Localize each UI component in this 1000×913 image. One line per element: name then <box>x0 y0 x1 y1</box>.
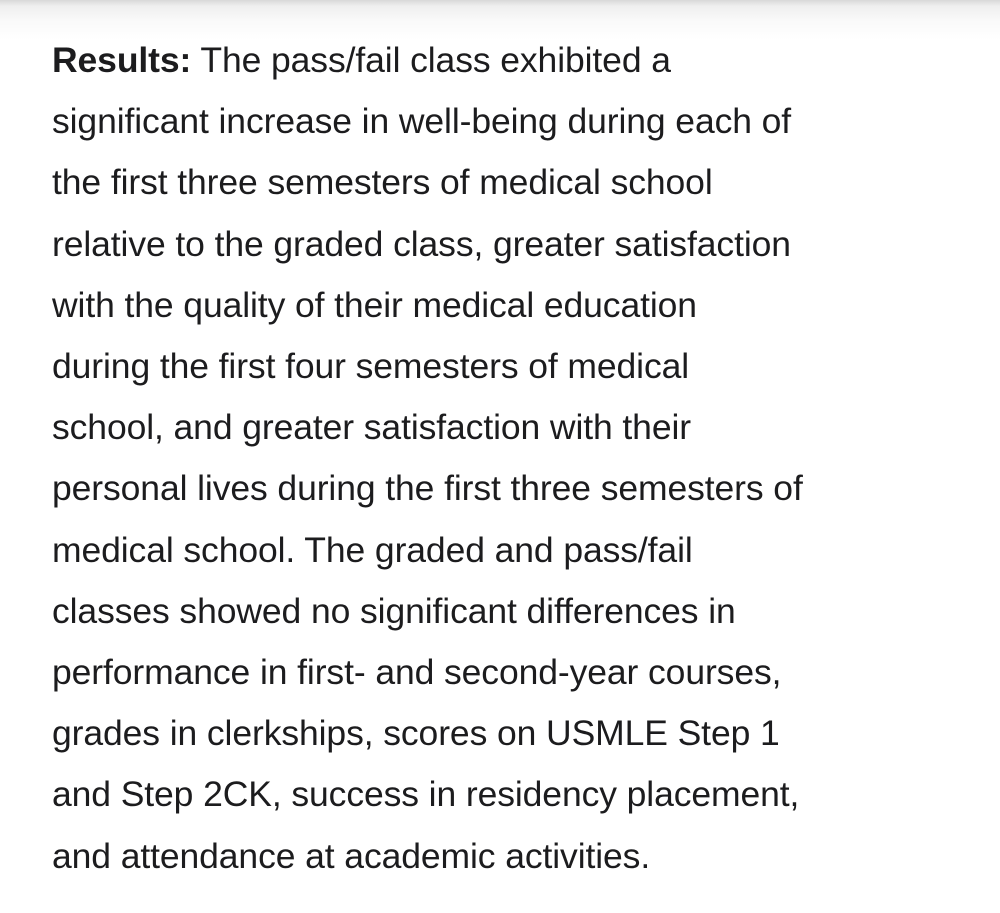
text-line: and attendance at academic activities. <box>52 835 651 876</box>
results-label: Results: <box>52 40 192 80</box>
text-line: performance in first- and second-year courses, <box>52 652 782 693</box>
text-line: during the first four semesters of medical <box>52 346 690 387</box>
results-paragraph <box>52 30 803 887</box>
text-line: medical school. The graded and pass/fail <box>52 529 693 570</box>
text-line: school, and greater satisfaction with their <box>52 407 691 448</box>
text-line: and Step 2CK, success in residency placement, <box>52 774 800 815</box>
text-line: personal lives during the first three semesters of <box>52 468 803 509</box>
text-line: classes showed no significant differences in <box>52 590 736 631</box>
text-line: grades in clerkships, scores on USMLE Step 1 <box>52 713 780 754</box>
text-line: significant increase in well-being during each of <box>52 101 792 142</box>
text-line: Results: The pass/fail class exhibited a <box>52 40 671 80</box>
text-line: with the quality of their medical education <box>52 284 697 325</box>
text-line: relative to the graded class, greater satisfaction <box>52 223 791 264</box>
text-line: the first three semesters of medical school <box>52 162 713 203</box>
